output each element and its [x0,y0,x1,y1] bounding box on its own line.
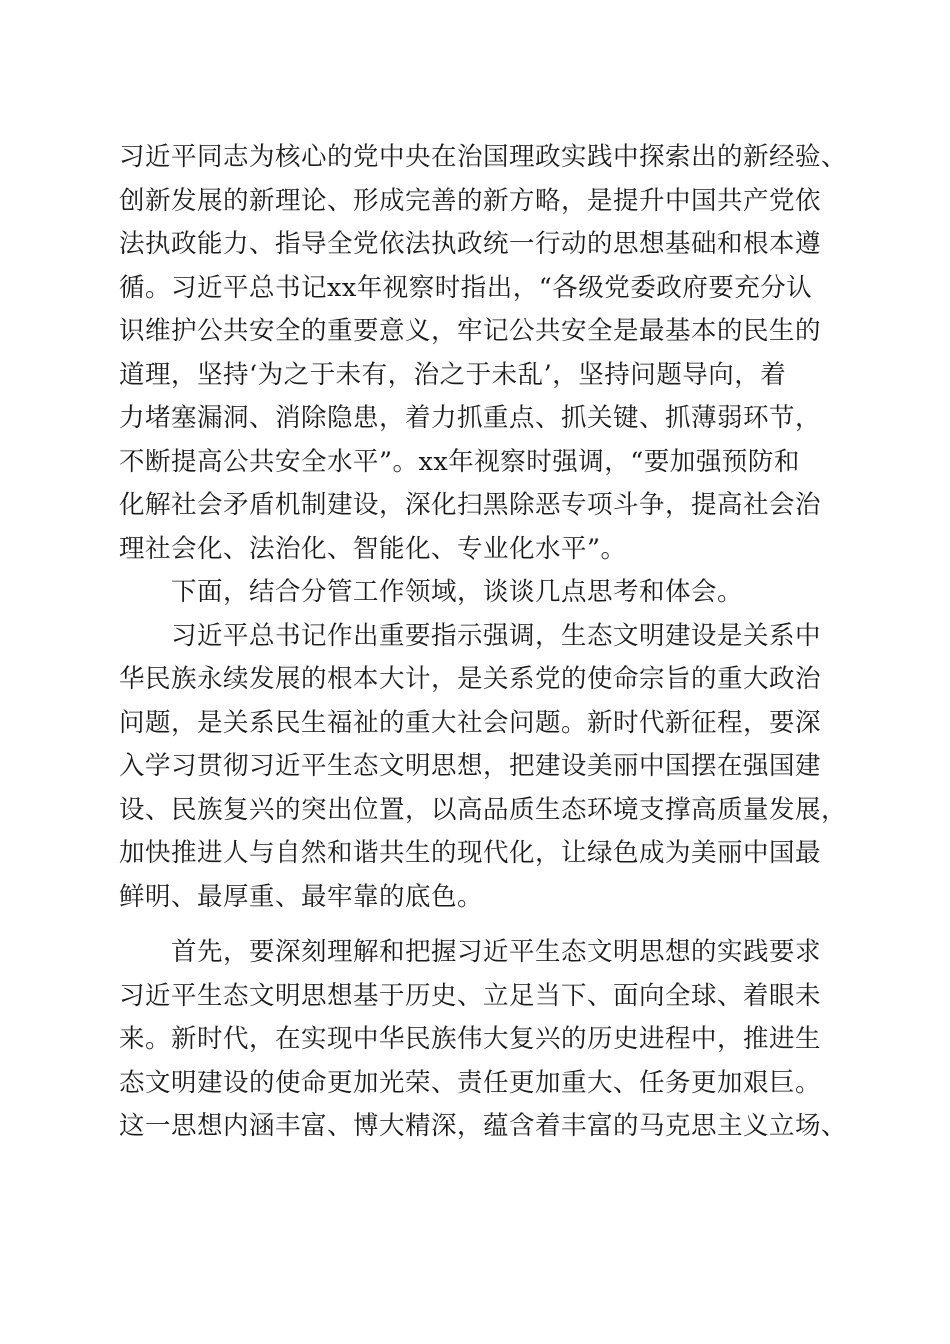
text-line: 道理，坚持‘为之于未有，治之于未乱’，坚持问题导向，着 [119,359,787,390]
text-line: 习近平生态文明思想基于历史、立足当下、面向全球、着眼未 [119,980,822,1011]
text-line: 首先，要深刻理解和把握习近平生态文明思想的实践要求 [119,937,822,967]
text-line: 下面，结合分管工作领域，谈谈几点思考和体会。 [119,577,744,607]
text-line: 理社会化、法治化、智能化、专业化水平”。 [119,533,627,564]
text-line: 鲜明、最厚重、最牢靠的底色。 [119,881,484,912]
text-line: 化解社会矛盾机制建设，深化扫黑除恶专项斗争，提高社会治 [119,490,822,520]
text-line: 循。习近平总书记xx年视察时指出，“各级党委政府要充分认 [119,272,813,303]
paragraph-gap [119,919,839,931]
text-line: 识维护公共安全的重要意义，牢记公共安全是最基本的民生的 [119,316,822,346]
text-line: 力堵塞漏洞、消除隐患，着力抓重点、抓关键、抓薄弱环节， [119,403,822,433]
text-line: 创新发展的新理论、形成完善的新方略，是提升中国共产党依 [119,185,822,216]
text-line: 法执政能力、指导全党依法执政统一行动的思想基础和根本遵 [119,229,822,259]
text-line: 态文明建设的使命更加光荣、责任更加重大、任务更加艰巨。 [119,1067,822,1098]
text-line: 习近平同志为核心的党中央在治国理政实践中探索出的新经验、 [119,142,848,172]
text-line: 这一思想内涵丰富、博大精深，蕴含着丰富的马克思主义立场、 [119,1111,848,1141]
body-text [119,136,848,1149]
text-line: 入学习贯彻习近平生态文明思想，把建设美丽中国摆在强国建 [119,751,822,781]
text-line: 华民族永续发展的根本大计，是关系党的使命宗旨的重大政治 [119,664,822,694]
text-line: 不断提高公共安全水平”。xx年视察时强调，“要加强预防和 [119,446,800,477]
text-line: 设、民族复兴的突出位置，以高品质生态环境支撑高质量发展， [119,794,848,825]
text-line: 加快推进人与自然和谐共生的现代化，让绿色成为美丽中国最 [119,838,822,868]
text-line: 问题，是关系民生福祉的重大社会问题。新时代新征程，要深 [119,707,822,738]
text-line: 习近平总书记作出重要指示强调，生态文明建设是关系中 [119,620,822,651]
text-line: 来。新时代，在实现中华民族伟大复兴的历史进程中，推进生 [119,1024,822,1054]
